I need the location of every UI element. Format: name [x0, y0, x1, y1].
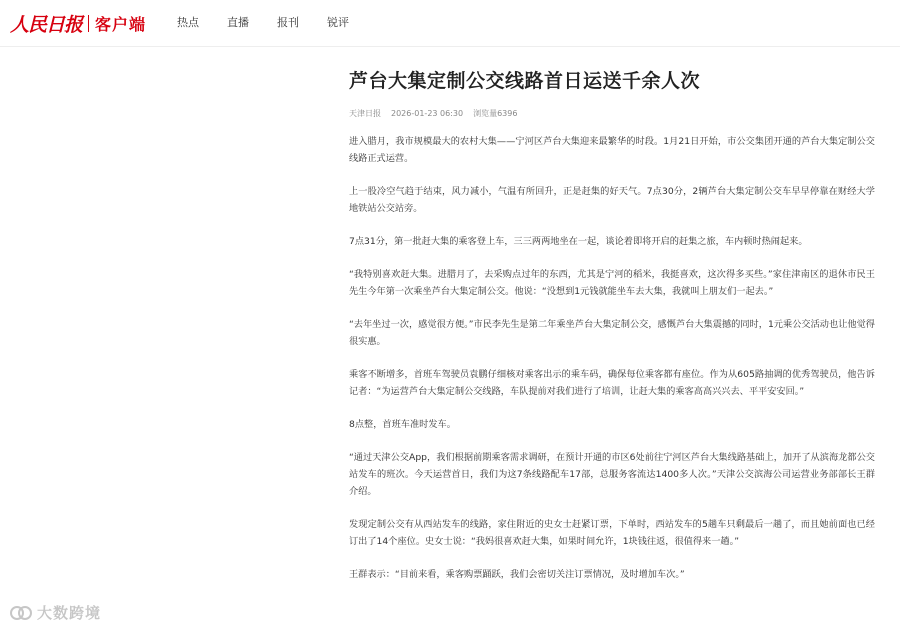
nav-item-commentary[interactable]: 锐评	[327, 16, 349, 29]
nav-item-papers[interactable]: 报刊	[277, 16, 299, 29]
top-bar	[0, 0, 900, 47]
article-body	[349, 133, 875, 583]
nav-item-live[interactable]: 直播	[227, 16, 249, 29]
article-source: 天津日报	[349, 109, 381, 118]
article-datetime: 2026-01-23 06:30	[391, 109, 464, 118]
logo-divider	[88, 15, 89, 32]
article-paragraph: 进入腊月，我市规模最大的农村大集——宁河区芦台大集迎来最繁华的时段。1月21日开始，市公交集团开通的芦台大集定制公交线路正式运营。	[349, 136, 875, 164]
views-label: 浏览量	[473, 109, 498, 118]
article-meta	[349, 108, 875, 120]
article-paragraph: 发现定制公交有从西站发车的线路，家住附近的史女士赶紧订票，下单时，西站发车的5趟车只剩最后一趟了，而且她前面也已经订出了14个座位。史女士说：“我妈很喜欢赶大集，如果时间允许，1块钱往返，很值得来一趟。”	[349, 519, 875, 547]
article-paragraph: 上一股冷空气趋于结束，风力减小，气温有所回升，正是赶集的好天气。7点30分，2辆芦台大集定制公交车早早停靠在财经大学地铁站公交站旁。	[349, 186, 875, 214]
article-title: 芦台大集定制公交线路首日运送千余人次	[349, 70, 701, 92]
article-paragraph: “我特别喜欢赶大集。进腊月了，去采购点过年的东西，尤其是宁河的稻米，我挺喜欢，这次得多买些。”家住津南区的退休市民王先生今年第一次乘坐芦台大集定制公交。他说：“没想到1元钱就能坐车去大集，我就叫上朋友们一起去。”	[349, 269, 875, 297]
site-logo[interactable]	[10, 9, 146, 37]
main-nav	[177, 14, 349, 30]
brand-logo-text: 人民日报	[10, 13, 83, 36]
article-paragraph: 8点整，首班车准时发车。	[349, 419, 456, 430]
article-paragraph: 王群表示：“目前来看，乘客购票踊跃，我们会密切关注订票情况，及时增加车次。”	[349, 569, 685, 580]
watermark	[10, 602, 101, 623]
article-views	[473, 108, 517, 120]
app-label: 客户端	[95, 14, 147, 34]
nav-item-hot[interactable]: 热点	[177, 16, 199, 29]
article-paragraph: 乘客不断增多，首班车驾驶员袁鹏仔细核对乘客出示的乘车码，确保每位乘客都有座位。作为从605路抽调的优秀驾驶员，他告诉记者：“为运营芦台大集定制公交线路，车队提前对我们进行了培训，让赶大集的乘客高高兴兴去、平平安安回。”	[349, 369, 875, 397]
article-paragraph: “通过天津公交App，我们根据前期乘客需求调研，在预计开通的市区6处前往宁河区芦台大集线路基础上，加开了从滨海龙都公交站发车的班次。今天运营首日，我们为这7条线路配车17部，总服务客流达1400多人次。”天津公交滨海公司运营业务部部长王群介绍。	[349, 452, 875, 497]
views-count: 6396	[497, 109, 518, 118]
article	[349, 68, 875, 599]
watermark-logo-icon	[10, 604, 32, 622]
watermark-text: 大数跨境	[37, 604, 102, 622]
article-paragraph: 7点31分，第一批赶大集的乘客登上车，三三两两地坐在一起，谈论着即将开启的赶集之旅，车内顿时热闹起来。	[349, 236, 808, 247]
article-paragraph: “去年坐过一次，感觉很方便。”市民李先生是第二年乘坐芦台大集定制公交，感慨芦台大集震撼的同时，1元乘公交活动也让他觉得很实惠。	[349, 319, 875, 347]
